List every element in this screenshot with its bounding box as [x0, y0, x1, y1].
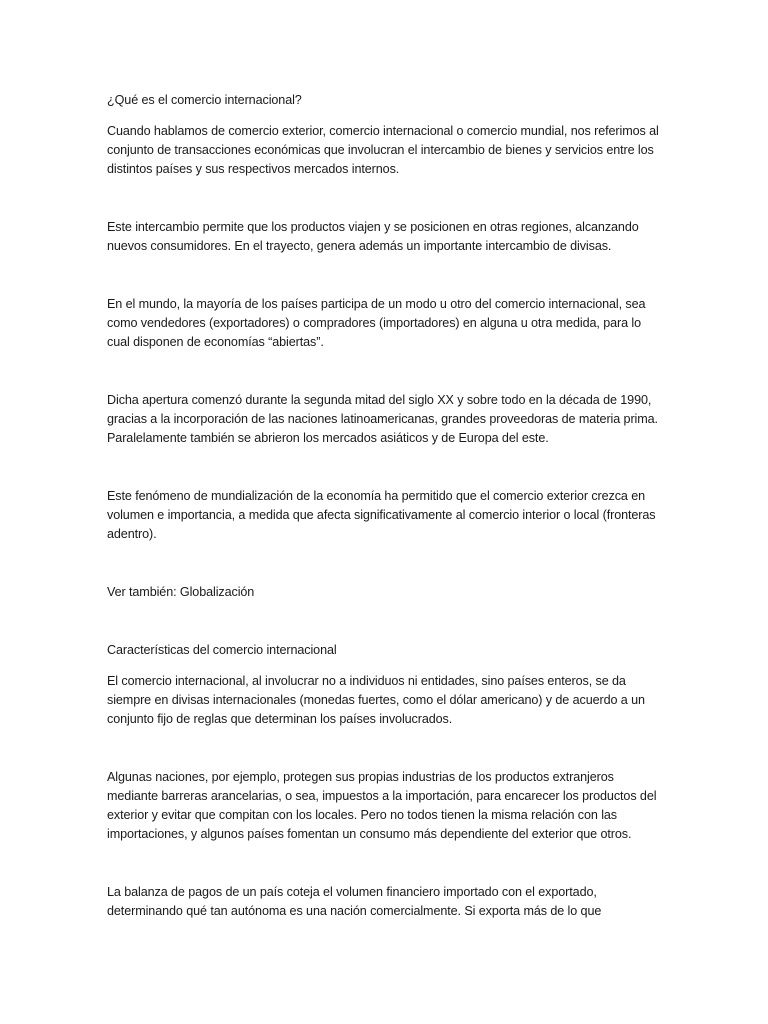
paragraph-protectionism: Algunas naciones, por ejemplo, protegen sus propias industrias de los productos extranjeros mediante barreras arancelarias, o sea, impuestos a la importación, para encarecer los productos del exterior y evitar que compitan con los locales. Pero no todos tienen la misma relación con las importaciones, y algunos países fomentan un consumo más dependiente del exterior que otros.: [107, 770, 657, 841]
paragraph-currencies: El comercio internacional, al involucrar no a individuos ni entidades, sino países enteros, se da siempre en divisas internacionales (monedas fuertes, como el dólar americano) y de acuerdo a un conjunto fijo de reglas que determinan los países involucrados.: [107, 674, 645, 726]
paragraph-balance-of-payments: La balanza de pagos de un país coteja el volumen financiero importado con el exportado, determinando qué tan autónoma es una nación comercialmente. Si exporta más de lo que: [107, 885, 602, 918]
document-body: [107, 91, 667, 933]
paragraph-participation: En el mundo, la mayoría de los países participa de un modo u otro del comercio internacional, sea como vendedores (exportadores) o compradores (importadores) en alguna u otra medida, para lo cual disponen de economías “abiertas”.: [107, 297, 646, 349]
paragraph-globalization-effect: Este fenómeno de mundialización de la economía ha permitido que el comercio exterior crezca en volumen e importancia, a medida que afecta significativamente al comercio interior o local (fronteras adentro).: [107, 489, 656, 541]
see-also-link: Ver también: Globalización: [107, 585, 255, 599]
paragraph-opening: Dicha apertura comenzó durante la segunda mitad del siglo XX y sobre todo en la década de 1990, gracias a la incorporación de las naciones latinoamericanas, grandes proveedoras de materia prima. Paralelamente también se abrieron los mercados asiáticos y de Europa del este.: [107, 393, 658, 445]
section-heading-what-is: ¿Qué es el comercio internacional?: [107, 93, 302, 107]
paragraph-exchange: Este intercambio permite que los productos viajen y se posicionen en otras regiones, alcanzando nuevos consumidores. En el trayecto, genera además un importante intercambio de divisas.: [107, 220, 639, 253]
paragraph-definition: Cuando hablamos de comercio exterior, comercio internacional o comercio mundial, nos referimos al conjunto de transacciones económicas que involucran el intercambio de bienes y servicios entre los distintos países y sus respectivos mercados internos.: [107, 124, 659, 176]
section-heading-characteristics: Características del comercio internacional: [107, 643, 337, 657]
